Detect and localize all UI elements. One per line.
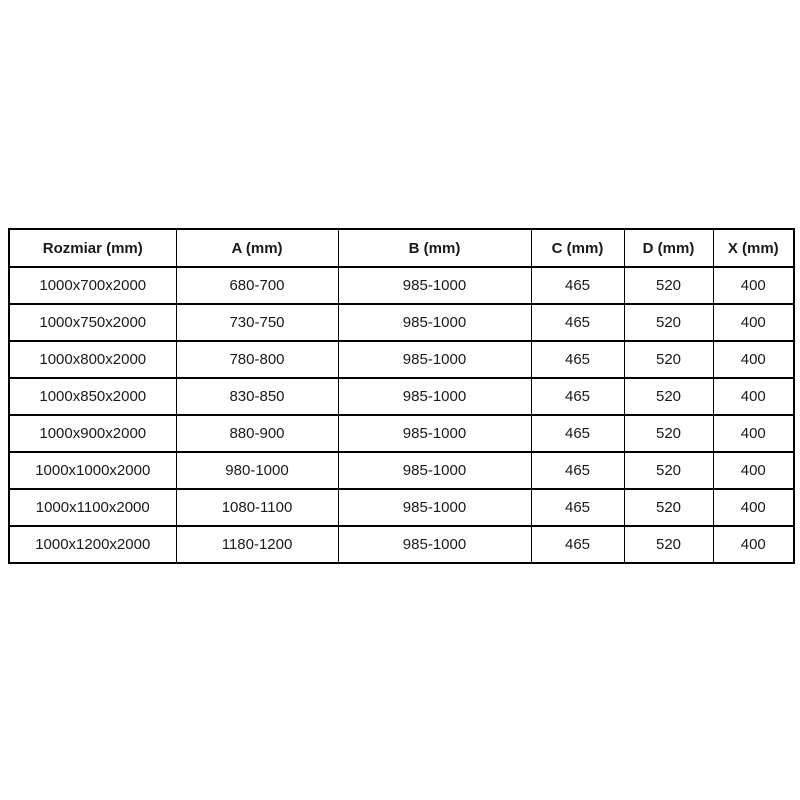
table-row xyxy=(9,304,794,341)
table-cell: 520 xyxy=(624,415,713,452)
header-cell-4: D (mm) xyxy=(624,229,713,267)
table-cell: 980-1000 xyxy=(176,452,338,489)
table-cell: 465 xyxy=(531,304,624,341)
table-cell: 400 xyxy=(713,415,794,452)
table-cell: 985-1000 xyxy=(338,489,531,526)
table-body xyxy=(9,267,794,563)
table-cell: 985-1000 xyxy=(338,378,531,415)
table-cell: 400 xyxy=(713,378,794,415)
table-cell: 730-750 xyxy=(176,304,338,341)
table-cell: 830-850 xyxy=(176,378,338,415)
table-cell: 520 xyxy=(624,489,713,526)
header-row xyxy=(9,229,794,267)
table-cell: 1080-1100 xyxy=(176,489,338,526)
table-cell: 985-1000 xyxy=(338,304,531,341)
header-cell-3: C (mm) xyxy=(531,229,624,267)
table-cell: 465 xyxy=(531,378,624,415)
table-cell: 520 xyxy=(624,304,713,341)
header-cell-1: A (mm) xyxy=(176,229,338,267)
table-cell: 400 xyxy=(713,341,794,378)
table-cell: 520 xyxy=(624,452,713,489)
table-cell: 985-1000 xyxy=(338,526,531,563)
table-cell: 520 xyxy=(624,378,713,415)
table-row xyxy=(9,526,794,563)
table-cell: 465 xyxy=(531,489,624,526)
table-cell: 465 xyxy=(531,415,624,452)
table-cell: 780-800 xyxy=(176,341,338,378)
table-row xyxy=(9,341,794,378)
table-row xyxy=(9,267,794,304)
dimensions-table xyxy=(8,228,795,564)
table-cell: 400 xyxy=(713,526,794,563)
table-cell: 1000x1100x2000 xyxy=(9,489,176,526)
table-cell: 465 xyxy=(531,452,624,489)
table-cell: 400 xyxy=(713,267,794,304)
table-cell: 680-700 xyxy=(176,267,338,304)
table-cell: 520 xyxy=(624,341,713,378)
table-cell: 1000x750x2000 xyxy=(9,304,176,341)
table-cell: 400 xyxy=(713,304,794,341)
table-row xyxy=(9,452,794,489)
table-cell: 1000x800x2000 xyxy=(9,341,176,378)
table-cell: 400 xyxy=(713,489,794,526)
table-cell: 465 xyxy=(531,341,624,378)
table-cell: 1000x900x2000 xyxy=(9,415,176,452)
table-cell: 400 xyxy=(713,452,794,489)
table-row xyxy=(9,415,794,452)
table-cell: 465 xyxy=(531,267,624,304)
table-cell: 880-900 xyxy=(176,415,338,452)
table-header xyxy=(9,229,794,267)
table-row xyxy=(9,378,794,415)
header-cell-2: B (mm) xyxy=(338,229,531,267)
table-cell: 520 xyxy=(624,526,713,563)
table-cell: 985-1000 xyxy=(338,415,531,452)
table-cell: 985-1000 xyxy=(338,267,531,304)
header-cell-0: Rozmiar (mm) xyxy=(9,229,176,267)
table-cell: 1000x1000x2000 xyxy=(9,452,176,489)
table-cell: 520 xyxy=(624,267,713,304)
table-cell: 985-1000 xyxy=(338,341,531,378)
table-cell: 985-1000 xyxy=(338,452,531,489)
header-cell-5: X (mm) xyxy=(713,229,794,267)
table-cell: 1000x850x2000 xyxy=(9,378,176,415)
table-cell: 1180-1200 xyxy=(176,526,338,563)
table-cell: 1000x700x2000 xyxy=(9,267,176,304)
table-row xyxy=(9,489,794,526)
table-cell: 465 xyxy=(531,526,624,563)
table-cell: 1000x1200x2000 xyxy=(9,526,176,563)
